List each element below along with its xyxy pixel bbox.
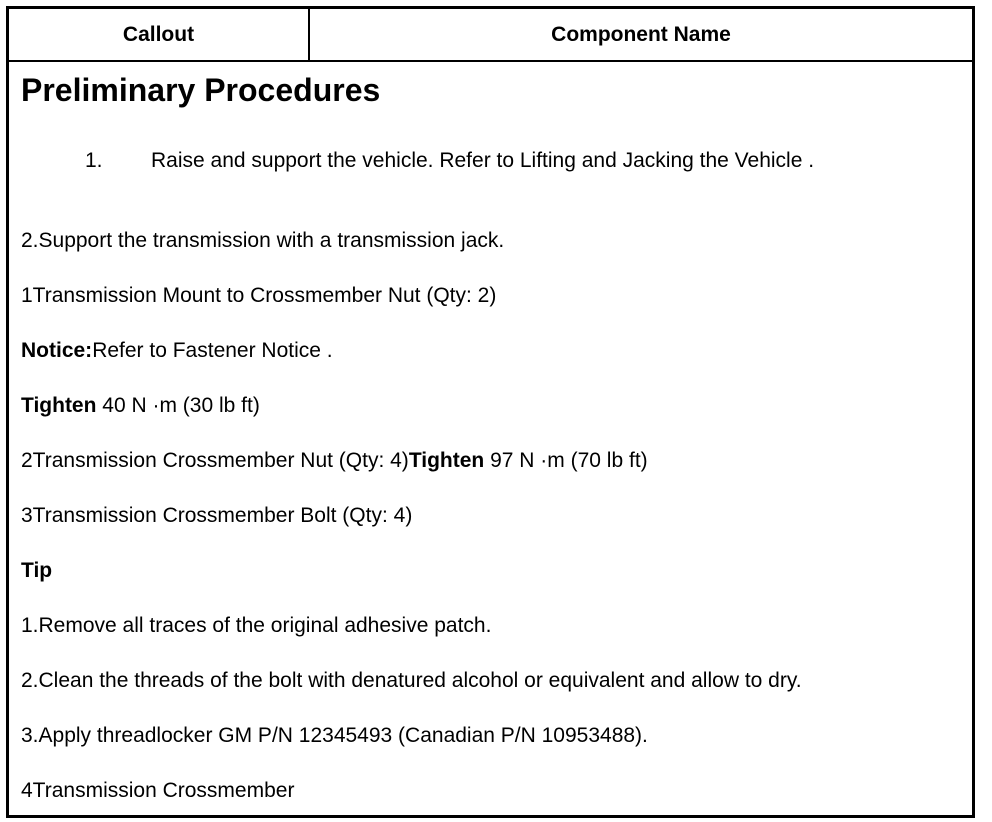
component-item-2-text: 2Transmission Crossmember Nut (Qty: 4) [21, 449, 409, 472]
tighten-value-1: 40 N ·m (30 lb ft) [96, 394, 260, 417]
procedure-table [6, 6, 975, 818]
table-header-row [9, 9, 972, 62]
tip-label [21, 560, 52, 581]
step-1-text: Raise and support the vehicle. Refer to Lifting and Jacking the Vehicle . [151, 149, 815, 172]
component-item-2 [21, 450, 648, 471]
tip-step-1: 1.Remove all traces of the original adhesive patch. [21, 614, 492, 637]
notice-line [21, 340, 333, 361]
component-item-3: 3Transmission Crossmember Bolt (Qty: 4) [21, 504, 413, 527]
tip-label-text: Tip [21, 559, 53, 582]
table-body [9, 62, 972, 815]
notice-label: Notice: [21, 339, 93, 362]
tip-step-2: 2.Clean the threads of the bolt with denatured alcohol or equivalent and allow to dry. [21, 669, 802, 692]
tip-step-3: 3.Apply threadlocker GM P/N 12345493 (Canadian P/N 10953488). [21, 724, 648, 747]
tighten-label-1: Tighten [21, 394, 97, 417]
tighten-label-2: Tighten [408, 449, 485, 472]
step-1-number: 1. [85, 149, 103, 172]
header-component-name: Component Name [551, 22, 731, 46]
header-callout: Callout [9, 9, 310, 60]
component-item-1: 1Transmission Mount to Crossmember Nut (Qty: 2) [21, 284, 497, 307]
tighten-value-2: 97 N ·m (70 lb ft) [484, 449, 648, 472]
step-2-support: 2.Support the transmission with a transmission jack. [21, 229, 505, 252]
notice-text: Refer to Fastener Notice . [92, 339, 333, 362]
component-item-4: 4Transmission Crossmember [21, 779, 295, 802]
section-title: Preliminary Procedures [21, 72, 381, 108]
tighten-line-1 [21, 395, 260, 416]
